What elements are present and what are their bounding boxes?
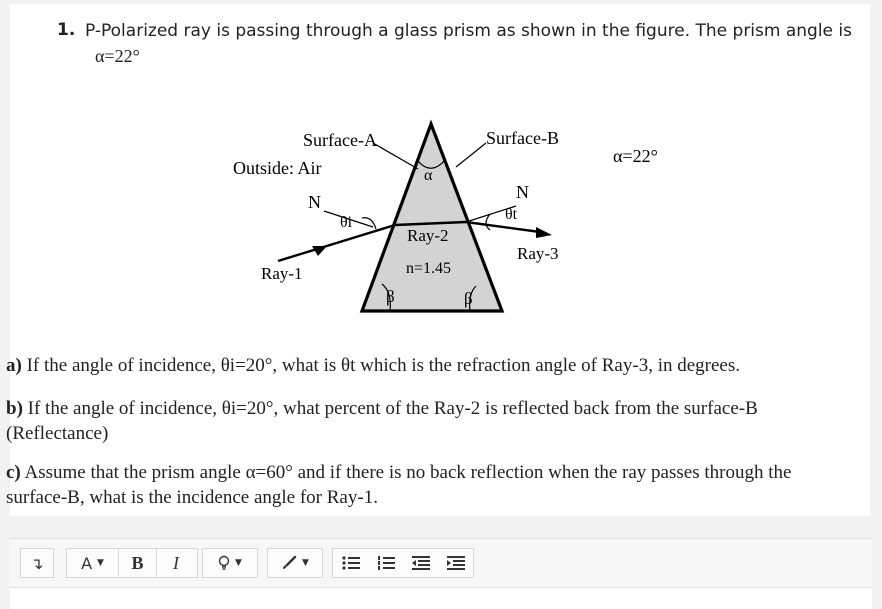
question-number: 1. <box>57 20 76 40</box>
paragraph-group <box>20 548 54 578</box>
alpha-label: α <box>424 167 433 184</box>
ray-3-line <box>466 222 540 232</box>
paragraph-icon: ↴ <box>30 553 44 573</box>
outdent-icon <box>412 556 430 570</box>
font-dropdown[interactable] <box>67 549 119 577</box>
ray-2-label: Ray-2 <box>407 226 449 245</box>
lightbulb-dropdown[interactable] <box>203 549 257 577</box>
theta-i-arc <box>362 218 376 229</box>
ray-1-label: Ray-1 <box>261 264 303 283</box>
numbered-list-icon <box>377 556 395 570</box>
insert-group <box>202 548 258 578</box>
text-format-group <box>66 548 198 578</box>
subquestion-b-text: If the angle of incidence, θi=20°, what percent of the Ray-2 is reflected back from the surface-B (Reflectance) <box>6 398 758 444</box>
chevron-down-icon: ▼ <box>235 558 242 568</box>
subquestion-c <box>6 460 856 510</box>
italic-label: I <box>173 552 179 573</box>
outdent-button[interactable] <box>403 549 438 577</box>
indent-icon <box>447 556 465 570</box>
answer-editor[interactable] <box>10 588 872 609</box>
theta-i-label: θi <box>340 214 353 231</box>
outside-air-label: Outside: Air <box>233 158 322 178</box>
lightbulb-icon <box>218 555 230 571</box>
bold-label: B <box>131 552 144 573</box>
question-alpha-value: α=22° <box>95 46 140 66</box>
normal-right-label: N <box>516 182 529 202</box>
subquestion-a-label: a) <box>6 355 22 376</box>
surface-a-label: Surface-A <box>303 130 377 150</box>
prism-figure <box>220 116 680 316</box>
alpha-note-label: α=22° <box>613 146 658 166</box>
brush-icon <box>281 555 297 571</box>
beta-right-label: β <box>464 289 473 308</box>
surface-b-pointer <box>456 143 486 167</box>
theta-t-label: θt <box>505 206 518 223</box>
indent-button[interactable] <box>438 549 473 577</box>
subquestion-b <box>6 396 856 446</box>
chevron-down-icon: ▼ <box>302 558 309 568</box>
subquestion-c-label: c) <box>6 462 21 483</box>
surface-a-pointer <box>373 143 418 169</box>
subquestion-a <box>6 353 856 378</box>
subquestion-a-text: If the angle of incidence, θi=20°, what is θt which is the refraction angle of Ray-3, in degrees. <box>26 355 740 376</box>
bold-button[interactable] <box>119 549 157 577</box>
theta-t-arc <box>486 214 490 230</box>
list-group <box>332 548 474 578</box>
font-label: A <box>81 553 93 573</box>
normal-left-label: N <box>308 192 321 212</box>
subquestion-b-label: b) <box>6 398 23 419</box>
numbered-list-button[interactable] <box>368 549 403 577</box>
editor-toolbar <box>10 538 872 588</box>
brush-dropdown[interactable] <box>268 549 322 577</box>
paragraph-button[interactable] <box>21 549 53 577</box>
bullet-list-icon <box>342 556 360 570</box>
ray-3-arrowhead <box>536 227 552 238</box>
question-text <box>85 18 865 69</box>
ray-1-line <box>278 225 395 261</box>
refractive-index-label: n=1.45 <box>406 260 452 277</box>
chevron-down-icon: ▼ <box>97 558 104 568</box>
brush-group <box>267 548 323 578</box>
beta-left-label: β <box>386 287 395 306</box>
italic-button[interactable] <box>157 549 195 577</box>
surface-b-label: Surface-B <box>486 128 559 148</box>
ray-3-label: Ray-3 <box>517 244 559 263</box>
question-lead-text: P-Polarized ray is passing through a glass prism as shown in the figure. The prism angle is <box>85 21 853 41</box>
subquestion-c-text: Assume that the prism angle α=60° and if there is no back reflection when the ray passes through the surface-B, what is the incidence angle for Ray-1. <box>6 462 792 508</box>
bullet-list-button[interactable] <box>333 549 368 577</box>
